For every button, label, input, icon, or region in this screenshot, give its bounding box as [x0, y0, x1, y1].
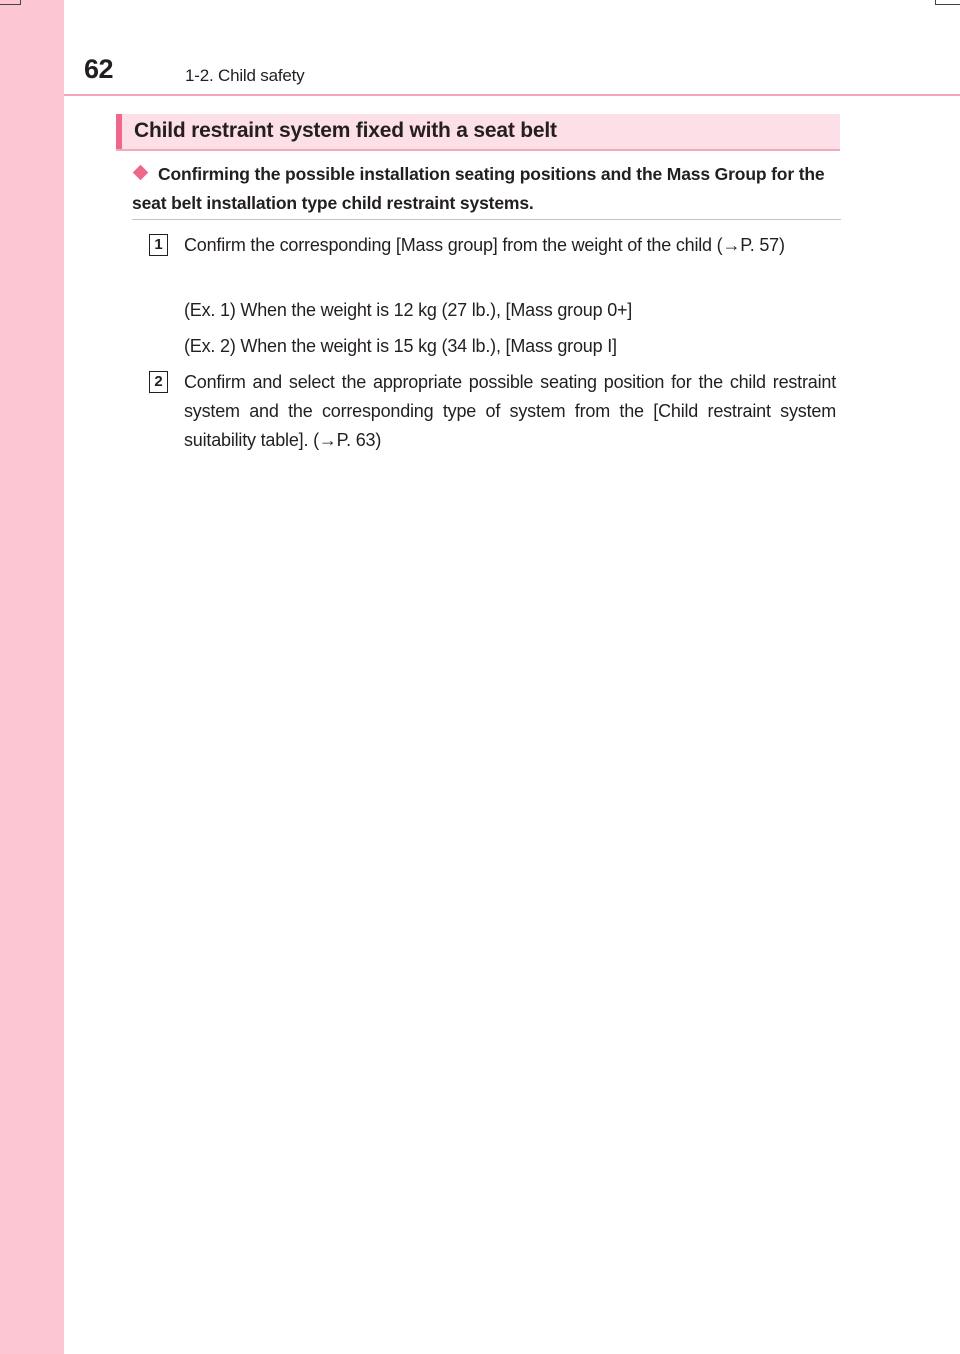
header-divider: [64, 94, 960, 96]
running-head: 1-2. Child safety: [185, 66, 305, 85]
step-number-badge: 1: [149, 234, 168, 256]
sub-heading-divider: [132, 219, 841, 220]
page-number: 62: [84, 54, 114, 84]
diamond-bullet-icon: [133, 165, 149, 181]
side-color-strip: [0, 0, 64, 1354]
crop-mark-left: [0, 0, 21, 5]
section-accent-bar: [116, 114, 122, 149]
step-number-badge: 2: [149, 371, 168, 393]
step-text: Confirm and select the appropriate possible seating position for the child restraint system and the corresponding type of system from the [Child restraint system suitability table]. (→P. 63): [184, 372, 836, 450]
crop-mark-right: [935, 0, 960, 5]
sub-heading-text: Confirming the possible installation seating positions and the Mass Group for the seat belt installation type child restraint systems.: [132, 164, 825, 213]
step-example: (Ex. 2) When the weight is 15 kg (34 lb.), [Mass group I]: [184, 336, 617, 356]
step-example: (Ex. 1) When the weight is 12 kg (27 lb.), [Mass group 0+]: [184, 300, 633, 320]
section-title-bar: [116, 114, 840, 151]
sub-heading: [132, 160, 840, 218]
section-title: Child restraint system fixed with a seat belt: [134, 119, 557, 142]
step-text: Confirm the corresponding [Mass group] from the weight of the child (→P. 57): [184, 235, 785, 255]
